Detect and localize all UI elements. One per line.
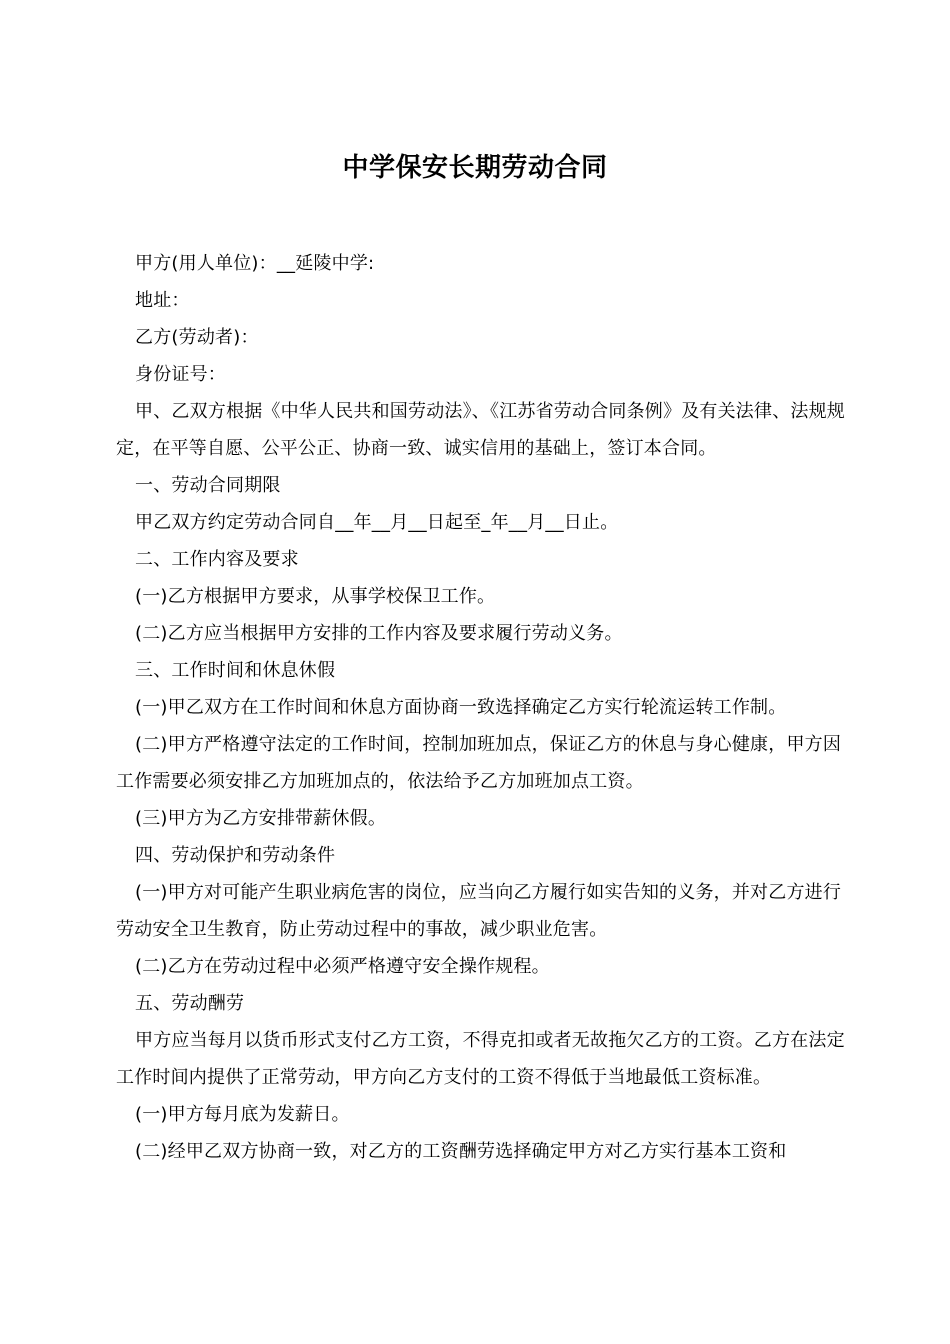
party-a-line: 甲方(用人单位)：__延陵中学: [135, 253, 375, 274]
hours-clause-2: (二)甲方严格遵守法定的工作时间，控制加班加点，保证乙方的休息与身心健康，甲方因工作需要必须安排乙方加班加点的，依法给予乙方加班加点工资。 [116, 734, 842, 792]
id-number-line: 身份证号： [135, 364, 226, 385]
protection-clause-1: (一)甲方对可能产生职业病危害的岗位，应当向乙方履行如实告知的义务，并对乙方进行劳动安全卫生教育，防止劳动过程中的事故，减少职业危害。 [116, 882, 842, 940]
party-b-line: 乙方(劳动者)： [135, 327, 259, 348]
preamble-paragraph: 甲、乙双方根据《中华人民共和国劳动法》、《江苏省劳动合同条例》及有关法律、法规规定，在平等自愿、公平公正、协商一致、诚实信用的基础上，签订本合同。 [116, 401, 845, 459]
section-heading-pay: 五、劳动酬劳 [135, 993, 245, 1014]
pay-clause-1: (一)甲方每月底为发薪日。 [135, 1104, 350, 1125]
document-body [116, 245, 846, 1170]
term-paragraph: 甲乙双方约定劳动合同自__年__月__日起至_年__月__日止。 [135, 512, 619, 533]
hours-clause-1: (一)甲乙双方在工作时间和休息方面协商一致选择确定乙方实行轮流运转工作制。 [135, 697, 787, 718]
address-line: 地址： [135, 290, 190, 311]
section-heading-term: 一、劳动合同期限 [135, 475, 281, 496]
hours-clause-3: (三)甲方为乙方安排带薪休假。 [135, 808, 387, 829]
section-heading-work: 二、工作内容及要求 [135, 549, 299, 570]
work-clause-2: (二)乙方应当根据甲方安排的工作内容及要求履行劳动义务。 [135, 623, 623, 644]
work-clause-1: (一)乙方根据甲方要求，从事学校保卫工作。 [135, 586, 496, 607]
pay-paragraph: 甲方应当每月以货币形式支付乙方工资，不得克扣或者无故拖欠乙方的工资。乙方在法定工作时间内提供了正常劳动，甲方向乙方支付的工资不得低于当地最低工资标准。 [116, 1030, 845, 1088]
pay-clause-2: (二)经甲乙双方协商一致，对乙方的工资酬劳选择确定甲方对乙方实行基本工资和 [135, 1141, 787, 1162]
section-heading-protection: 四、劳动保护和劳动条件 [135, 845, 336, 866]
protection-clause-2: (二)乙方在劳动过程中必须严格遵守安全操作规程。 [135, 956, 550, 977]
page-title: 中学保安长期劳动合同 [342, 153, 608, 184]
section-heading-hours: 三、工作时间和休息休假 [135, 660, 336, 681]
